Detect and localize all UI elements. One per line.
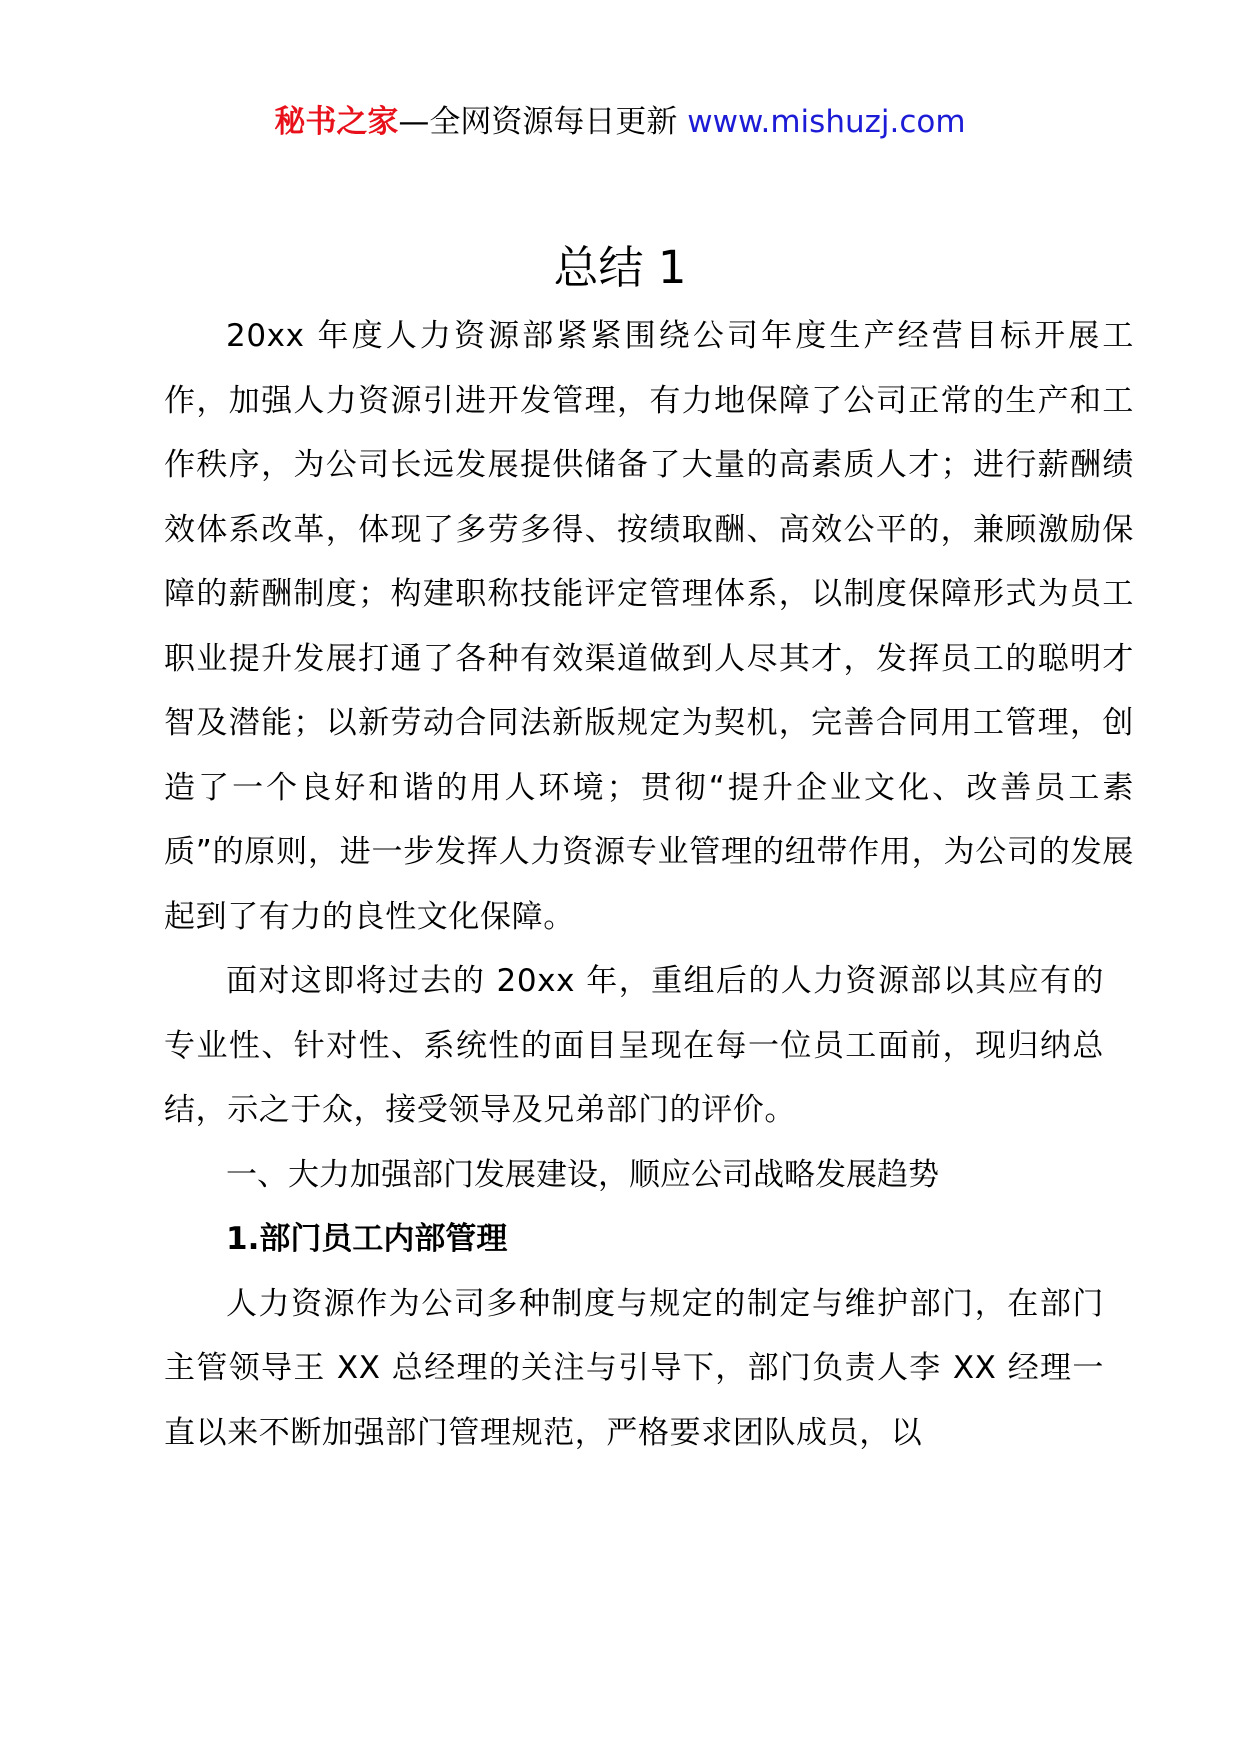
paragraph-management: 人力资源作为公司多种制度与规定的制定与维护部门，在部门主管领导王 XX 总经理的关注与引导下，部门负责人李 XX 经理一直以来不断加强部门管理规范，严格要求团队成员，以 (164, 1285, 1104, 1451)
subsection-heading: 1.部门员工内部管理 (226, 1221, 508, 1257)
website-link[interactable]: www.mishuzj.com (687, 104, 966, 140)
document-body (164, 304, 1134, 1465)
section-heading: 一、大力加强部门发展建设，顺应公司战略发展趋势 (226, 1156, 939, 1193)
document-title: 总结 1 (553, 241, 687, 294)
brand-name: 秘书之家 (274, 104, 399, 140)
paragraph-intro: 20xx 年度人力资源部紧紧围绕公司年度生产经营目标开展工作，加强人力资源引进开发管理，有力地保障了公司正常的生产和工作秩序，为公司长远发展提供储备了大量的高素质人才；进行薪酬绩效体系改革，体现了多劳多得、按绩取酬、高效公平的，兼顾激励保障的薪酬制度；构建职称技能评定管理体系，以制度保障形式为员工职业提升发展打通了各种有效渠道做到人尽其才，发挥员工的聪明才智及潜能；以新劳动合同法新版规定为契机，完善合同用工管理，创造了一个良好和谐的用人环境；贯彻“提升企业文化、改善员工素质”的原则，进一步发挥人力资源专业管理的纽带作用，为公司的发展起到了有力的良性文化保障。 (164, 318, 1134, 935)
header-tagline: —全网资源每日更新 (398, 104, 688, 140)
paragraph-summary: 面对这即将过去的 20xx 年，重组后的人力资源部以其应有的专业性、针对性、系统性的面目呈现在每一位员工面前，现归纳总结，示之于众，接受领导及兄弟部门的评价。 (164, 963, 1104, 1128)
page-header (0, 100, 1240, 144)
